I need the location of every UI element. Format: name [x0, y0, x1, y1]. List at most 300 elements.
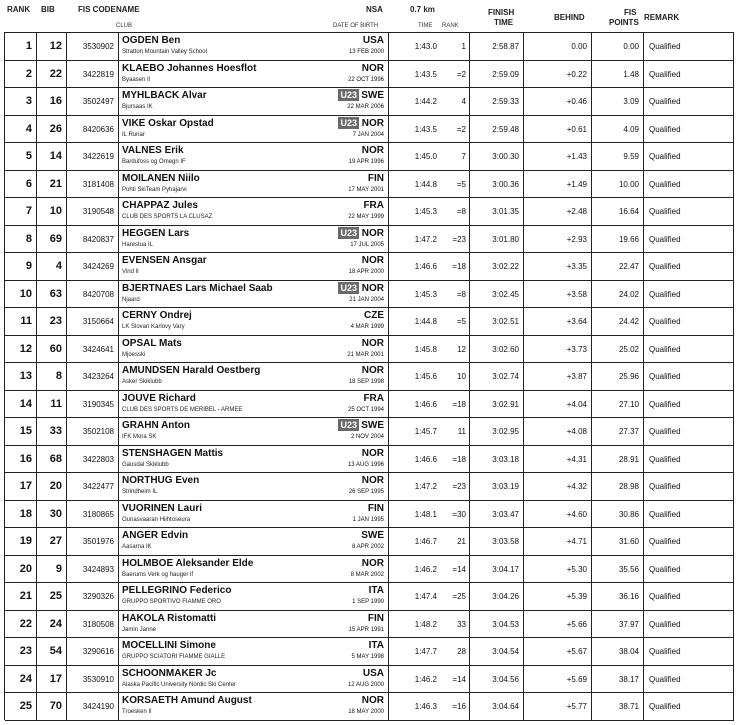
remark-cell: Qualified [644, 143, 734, 170]
date-of-birth: 7 JAN 2004 [352, 131, 384, 138]
rank-cell: 8 [5, 226, 37, 253]
fis-points-cell: 9.59 [592, 143, 644, 170]
rank-cell: 13 [5, 363, 37, 390]
finish-time-cell: 3:02.22 [470, 253, 524, 280]
athlete-club: IL Runar [122, 131, 145, 138]
split-cell [389, 501, 470, 528]
split-time: 1:44.2 [414, 97, 437, 107]
name-cell [119, 281, 389, 308]
split-time: 1:48.1 [414, 509, 437, 519]
fis-points-cell: 16.64 [592, 198, 644, 225]
table-row [5, 391, 734, 419]
table-row [5, 418, 734, 446]
athlete-name: GRAHN Anton [122, 420, 190, 432]
fis-points-cell: 1.48 [592, 61, 644, 88]
bib-cell: 27 [37, 528, 67, 555]
fis-code-cell: 3290326 [67, 583, 119, 610]
bib-cell: 54 [37, 638, 67, 665]
results-table [4, 32, 734, 720]
table-row [5, 336, 734, 364]
fis-points-cell: 28.98 [592, 473, 644, 500]
fis-code-cell: 3181408 [67, 171, 119, 198]
name-cell [119, 308, 389, 335]
remark-cell: Qualified [644, 638, 734, 665]
bib-cell: 24 [37, 611, 67, 638]
bib-cell: 22 [37, 61, 67, 88]
split-cell [389, 446, 470, 473]
split-cell [389, 336, 470, 363]
remark-cell: Qualified [644, 446, 734, 473]
fis-code-cell: 3424190 [67, 693, 119, 720]
athlete-name: OGDEN Ben [122, 35, 181, 46]
remark-cell: Qualified [644, 336, 734, 363]
bib-cell: 30 [37, 501, 67, 528]
finish-time-cell: 3:00.30 [470, 143, 524, 170]
split-rank: =2 [456, 124, 466, 134]
date-of-birth: 12 AUG 2000 [347, 681, 384, 688]
athlete-name: HEGGEN Lars [122, 227, 190, 239]
split-time: 1:43.5 [414, 69, 437, 79]
fis-code-cell: 3530902 [67, 33, 119, 60]
split-rank: =16 [452, 702, 466, 712]
split-time: 1:46.6 [414, 454, 437, 464]
fis-points-cell: 0.00 [592, 33, 644, 60]
date-of-birth: 21 JAN 2004 [349, 296, 384, 303]
athlete-name: HOLMBOE Aleksander Elde [122, 557, 254, 569]
fis-code-cell: 3502497 [67, 88, 119, 115]
header-split-time: TIME [418, 23, 433, 29]
fis-points-cell: 28.91 [592, 446, 644, 473]
finish-time-cell: 3:02.51 [470, 308, 524, 335]
table-row [5, 88, 734, 116]
name-cell [119, 391, 389, 418]
remark-cell: Qualified [644, 528, 734, 555]
athlete-name: VUORINEN Lauri [122, 502, 203, 514]
fis-points-cell: 38.04 [592, 638, 644, 665]
date-of-birth: 8 MAR 2002 [350, 571, 384, 578]
header-name: NAME [116, 5, 140, 14]
rank-cell: 19 [5, 528, 37, 555]
date-of-birth: 18 MAY 2000 [348, 709, 384, 716]
remark-cell: Qualified [644, 363, 734, 390]
header-fis-1: FIS [624, 8, 637, 17]
header-split-rank: RANK [442, 23, 459, 29]
athlete-club: Ounasvaaran Hiihtoseura [122, 516, 191, 523]
nsa-code: FIN [367, 172, 384, 184]
split-cell [389, 116, 470, 143]
split-time: 1:43.0 [414, 42, 437, 51]
fis-code-cell: 8420837 [67, 226, 119, 253]
finish-time-cell: 3:00.36 [470, 171, 524, 198]
split-cell [389, 226, 470, 253]
fis-code-cell: 3150664 [67, 308, 119, 335]
finish-time-cell: 3:03.19 [470, 473, 524, 500]
athlete-name: JOUVE Richard [122, 392, 196, 404]
fis-points-cell: 25.96 [592, 363, 644, 390]
athlete-club: Alaska Pacific University Nordic Ski Center [122, 681, 237, 688]
rank-cell: 9 [5, 253, 37, 280]
remark-cell: Qualified [644, 281, 734, 308]
nsa-code: USA [362, 35, 384, 46]
finish-time-cell: 3:04.54 [470, 638, 524, 665]
rank-cell: 18 [5, 501, 37, 528]
rank-cell: 7 [5, 198, 37, 225]
athlete-name: MOCELLINI Simone [122, 640, 216, 652]
finish-time-cell: 2:59.33 [470, 88, 524, 115]
behind-cell: 0.00 [524, 33, 592, 60]
behind-cell: +3.87 [524, 363, 592, 390]
fis-points-cell: 19.66 [592, 226, 644, 253]
bib-cell: 33 [37, 418, 67, 445]
athlete-club: Mjoesski [122, 351, 146, 358]
remark-cell: Qualified [644, 198, 734, 225]
fis-code-cell: 3530910 [67, 666, 119, 693]
rank-cell: 5 [5, 143, 37, 170]
table-row [5, 33, 734, 61]
nsa-code: NOR [361, 447, 384, 459]
athlete-name: BJERTNAES Lars Michael Saab [122, 282, 273, 294]
split-time: 1:44.8 [414, 179, 437, 189]
remark-cell: Qualified [644, 308, 734, 335]
rank-cell: 2 [5, 61, 37, 88]
split-cell [389, 693, 470, 720]
nsa-code: SWE [361, 90, 384, 102]
remark-cell: Qualified [644, 61, 734, 88]
bib-cell: 60 [37, 336, 67, 363]
athlete-name: PELLEGRINO Federico [122, 585, 232, 597]
fis-code-cell: 3424893 [67, 556, 119, 583]
bib-cell: 20 [37, 473, 67, 500]
fis-points-cell: 25.02 [592, 336, 644, 363]
athlete-club: Bardufoss og Omegn IF [122, 159, 186, 166]
split-cell [389, 666, 470, 693]
fis-code-cell: 8420636 [67, 116, 119, 143]
date-of-birth: 13 AUG 1996 [347, 461, 384, 468]
bib-cell: 17 [37, 666, 67, 693]
table-row [5, 556, 734, 584]
split-rank: 28 [457, 647, 466, 657]
rank-cell: 15 [5, 418, 37, 445]
date-of-birth: 22 MAY 1999 [348, 214, 384, 221]
rank-cell: 3 [5, 88, 37, 115]
finish-time-cell: 3:02.45 [470, 281, 524, 308]
fis-code-cell: 3422803 [67, 446, 119, 473]
name-cell [119, 171, 389, 198]
header-finish-1: FINISH [488, 8, 515, 17]
bib-cell: 69 [37, 226, 67, 253]
date-of-birth: 4 MAR 1999 [350, 324, 384, 331]
athlete-club: IFK Mora SK [122, 434, 157, 441]
split-cell [389, 171, 470, 198]
split-time: 1:47.7 [414, 647, 437, 657]
rank-cell: 6 [5, 171, 37, 198]
athlete-name: STENSHAGEN Mattis [122, 447, 224, 459]
date-of-birth: 19 APR 1996 [348, 159, 384, 166]
remark-cell: Qualified [644, 171, 734, 198]
fis-points-cell: 4.09 [592, 116, 644, 143]
split-rank: 33 [457, 619, 466, 629]
split-cell [389, 638, 470, 665]
fis-points-cell: 31.60 [592, 528, 644, 555]
athlete-club: Stratton Mountain Valley School [122, 49, 207, 55]
nsa-code: NOR [361, 365, 384, 377]
fis-code-cell: 3423264 [67, 363, 119, 390]
bib-cell: 9 [37, 556, 67, 583]
behind-cell: +4.32 [524, 473, 592, 500]
split-time: 1:47.4 [414, 592, 437, 602]
athlete-name: EVENSEN Ansgar [122, 255, 207, 267]
athlete-club: Baerums Verk og hauger if [122, 571, 194, 578]
athlete-name: MOILANEN Niilo [122, 172, 200, 184]
remark-cell: Qualified [644, 116, 734, 143]
athlete-club: Harestua IL [122, 241, 154, 248]
finish-time-cell: 3:02.74 [470, 363, 524, 390]
bib-cell: 12 [37, 33, 67, 60]
remark-cell: Qualified [644, 611, 734, 638]
name-cell [119, 61, 389, 88]
fis-points-cell: 27.37 [592, 418, 644, 445]
split-time: 1:47.2 [414, 482, 437, 492]
bib-cell: 26 [37, 116, 67, 143]
fis-code-cell: 3424269 [67, 253, 119, 280]
bib-cell: 70 [37, 693, 67, 720]
behind-cell: +5.69 [524, 666, 592, 693]
rank-cell: 10 [5, 281, 37, 308]
fis-code-cell: 3180865 [67, 501, 119, 528]
split-cell [389, 611, 470, 638]
finish-time-cell: 3:04.26 [470, 583, 524, 610]
behind-cell: +5.66 [524, 611, 592, 638]
nsa-code: CZE [364, 310, 384, 322]
split-rank: 21 [457, 537, 466, 547]
table-row [5, 528, 734, 556]
athlete-club: Asker Skiklubb [122, 379, 162, 386]
rank-cell: 14 [5, 391, 37, 418]
name-cell [119, 336, 389, 363]
name-cell [119, 556, 389, 583]
rank-cell: 24 [5, 666, 37, 693]
u23-badge: U23 [340, 117, 357, 128]
name-cell [119, 88, 389, 115]
name-cell [119, 638, 389, 665]
remark-cell: Qualified [644, 253, 734, 280]
behind-cell: +2.93 [524, 226, 592, 253]
table-row [5, 253, 734, 281]
date-of-birth: 13 FEB 2000 [348, 49, 384, 55]
split-time: 1:44.8 [414, 317, 437, 327]
athlete-club: LK Slovan Karlovy Vary [122, 324, 185, 331]
behind-cell: +0.61 [524, 116, 592, 143]
fis-points-cell: 38.71 [592, 693, 644, 720]
remark-cell: Qualified [644, 33, 734, 60]
finish-time-cell: 3:02.95 [470, 418, 524, 445]
header-club: CLUB [116, 23, 133, 29]
split-cell [389, 88, 470, 115]
fis-code-cell: 3190345 [67, 391, 119, 418]
split-rank: =5 [456, 317, 466, 327]
athlete-name: ANGER Edvin [122, 530, 189, 542]
fis-points-cell: 35.56 [592, 556, 644, 583]
behind-cell: +4.31 [524, 446, 592, 473]
athlete-club: Bjursaas IK [122, 104, 153, 111]
table-row [5, 446, 734, 474]
fis-points-cell: 36.16 [592, 583, 644, 610]
fis-points-cell: 27.10 [592, 391, 644, 418]
split-rank: 11 [457, 427, 466, 437]
behind-cell: +5.30 [524, 556, 592, 583]
split-rank: =8 [456, 289, 466, 299]
athlete-club: Strindheim IL [122, 489, 158, 496]
split-time: 1:47.2 [414, 234, 437, 244]
split-rank: =23 [452, 234, 466, 244]
split-cell [389, 528, 470, 555]
name-cell [119, 501, 389, 528]
table-row [5, 473, 734, 501]
table-row [5, 226, 734, 254]
split-cell [389, 198, 470, 225]
nsa-code: NOR [361, 62, 384, 74]
behind-cell: +4.60 [524, 501, 592, 528]
split-cell [389, 473, 470, 500]
header-fis-2: POINTS [609, 18, 639, 27]
name-cell [119, 473, 389, 500]
split-cell [389, 33, 470, 60]
name-cell [119, 363, 389, 390]
athlete-club: GRUPPO SPORTIVO FIAMME ORO [122, 599, 221, 606]
rank-cell: 22 [5, 611, 37, 638]
split-cell [389, 363, 470, 390]
finish-time-cell: 3:03.47 [470, 501, 524, 528]
split-cell [389, 418, 470, 445]
behind-cell: +3.73 [524, 336, 592, 363]
header-dob: DATE OF BIRTH [333, 23, 379, 29]
finish-time-cell: 3:03.58 [470, 528, 524, 555]
fis-code-cell: 3180508 [67, 611, 119, 638]
fis-points-cell: 10.00 [592, 171, 644, 198]
behind-cell: +4.08 [524, 418, 592, 445]
finish-time-cell: 3:02.60 [470, 336, 524, 363]
split-time: 1:45.3 [414, 207, 437, 217]
name-cell [119, 116, 389, 143]
bib-cell: 4 [37, 253, 67, 280]
bib-cell: 11 [37, 391, 67, 418]
split-rank: =5 [456, 179, 466, 189]
name-cell [119, 693, 389, 720]
fis-points-cell: 24.02 [592, 281, 644, 308]
table-row [5, 61, 734, 89]
rank-cell: 1 [5, 33, 37, 60]
name-cell [119, 143, 389, 170]
split-cell [389, 281, 470, 308]
split-time: 1:46.2 [414, 674, 437, 684]
nsa-code: NOR [361, 255, 384, 267]
split-time: 1:45.7 [414, 427, 437, 437]
split-cell [389, 391, 470, 418]
split-rank: =30 [452, 509, 466, 519]
athlete-name: HAKOLA Ristomatti [122, 612, 217, 624]
split-time: 1:45.3 [414, 289, 437, 299]
remark-cell: Qualified [644, 391, 734, 418]
nsa-code: NOR [361, 145, 384, 157]
date-of-birth: 2 NOV 2004 [350, 434, 384, 441]
name-cell [119, 666, 389, 693]
finish-time-cell: 3:04.64 [470, 693, 524, 720]
header-finish-2: TIME [494, 18, 514, 27]
rank-cell: 20 [5, 556, 37, 583]
athlete-club: Njaard [122, 296, 140, 303]
athlete-name: VALNES Erik [122, 145, 184, 157]
split-time: 1:45.6 [414, 372, 437, 382]
athlete-club: Jamin Janne [122, 626, 157, 633]
remark-cell: Qualified [644, 583, 734, 610]
header-nsa: NSA [366, 5, 383, 14]
athlete-name: CHAPPAZ Jules [122, 200, 198, 212]
name-cell [119, 226, 389, 253]
nsa-code: ITA [368, 585, 384, 597]
split-rank: =14 [452, 674, 466, 684]
behind-cell: +3.58 [524, 281, 592, 308]
athlete-name: NORTHUG Even [122, 475, 200, 487]
table-row [5, 693, 734, 721]
table-row [5, 171, 734, 199]
nsa-code: NOR [361, 695, 384, 707]
split-time: 1:48.2 [414, 619, 437, 629]
split-rank: =18 [452, 454, 466, 464]
behind-cell: +0.22 [524, 61, 592, 88]
behind-cell: +3.64 [524, 308, 592, 335]
rank-cell: 17 [5, 473, 37, 500]
nsa-code: FRA [363, 200, 384, 212]
name-cell [119, 253, 389, 280]
split-rank: =2 [456, 69, 466, 79]
split-time: 1:46.2 [414, 564, 437, 574]
rank-cell: 12 [5, 336, 37, 363]
split-rank: 7 [461, 152, 466, 162]
split-time: 1:46.3 [414, 702, 437, 712]
athlete-name: KORSAETH Amund August [122, 695, 252, 707]
behind-cell: +4.04 [524, 391, 592, 418]
name-cell [119, 198, 389, 225]
name-cell [119, 418, 389, 445]
date-of-birth: 15 APR 1991 [348, 626, 384, 633]
date-of-birth: 22 OCT 1996 [348, 76, 384, 83]
split-cell [389, 61, 470, 88]
finish-time-cell: 2:58.87 [470, 33, 524, 60]
finish-time-cell: 3:01.80 [470, 226, 524, 253]
finish-time-cell: 2:59.48 [470, 116, 524, 143]
date-of-birth: 25 OCT 1994 [348, 406, 384, 413]
header-fis-code: FIS CODE [78, 5, 116, 14]
split-rank: =18 [452, 262, 466, 272]
bib-cell: 63 [37, 281, 67, 308]
u23-badge: U23 [340, 282, 357, 293]
split-rank: =8 [456, 207, 466, 217]
finish-time-cell: 3:04.56 [470, 666, 524, 693]
split-time: 1:45.8 [414, 344, 437, 354]
remark-cell: Qualified [644, 666, 734, 693]
remark-cell: Qualified [644, 501, 734, 528]
finish-time-cell: 3:04.17 [470, 556, 524, 583]
athlete-name: MYHLBACK Alvar [122, 90, 207, 102]
behind-cell: +1.43 [524, 143, 592, 170]
nsa-code: NOR [361, 117, 384, 129]
date-of-birth: 18 SEP 1998 [348, 379, 384, 386]
split-cell [389, 583, 470, 610]
bib-cell: 8 [37, 363, 67, 390]
u23-badge: U23 [340, 227, 357, 238]
behind-cell: +5.67 [524, 638, 592, 665]
athlete-club: CLUB DES SPORTS DE MERIBEL - ARMEE [122, 406, 243, 413]
